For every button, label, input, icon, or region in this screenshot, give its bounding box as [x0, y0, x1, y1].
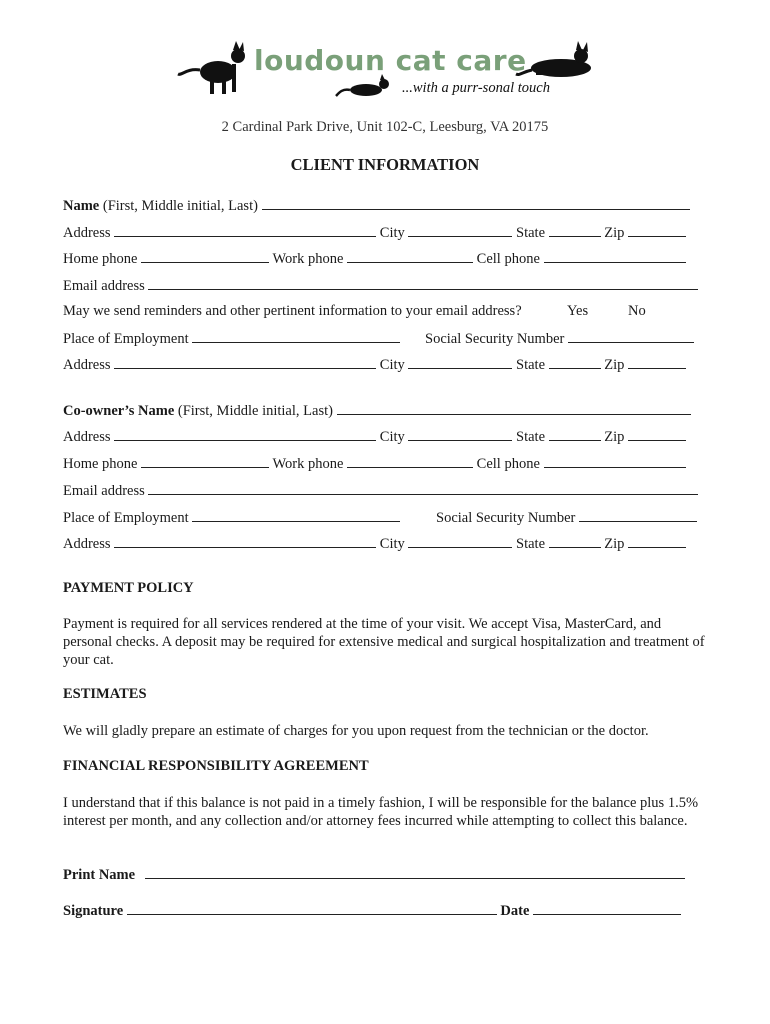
client-zip-label: Zip [604, 225, 625, 241]
client-city2-field[interactable] [408, 355, 512, 369]
print-name-label: Print Name [63, 867, 136, 883]
coowner-employment-row [63, 508, 400, 527]
coowner-address2-row [63, 534, 686, 553]
coowner-home-phone-label: Home phone [63, 456, 138, 472]
date-label: Date [500, 903, 530, 919]
clinic-address: 2 Cardinal Park Drive, Unit 102-C, Leesburg, VA 20175 [221, 119, 549, 135]
signature-field[interactable] [127, 901, 497, 915]
coowner-cell-phone-label: Cell phone [476, 456, 540, 472]
logo-tagline: ...with a purr-sonal touch [402, 80, 550, 96]
coowner-ssn-field[interactable] [579, 508, 697, 522]
client-address-field[interactable] [114, 223, 376, 237]
coowner-state-label: State [516, 429, 546, 445]
client-email-label: Email address [63, 278, 145, 294]
estimates-text: We will gladly prepare an estimate of charges for you upon request from the technician or the doctor. [63, 723, 649, 739]
coowner-employment-label: Place of Employment [63, 510, 189, 526]
coowner-city2-field[interactable] [408, 534, 512, 548]
client-cell-phone-label: Cell phone [476, 251, 540, 267]
client-employment-field[interactable] [192, 329, 400, 343]
client-address2-field[interactable] [114, 355, 376, 369]
coowner-zip2-field[interactable] [628, 534, 686, 548]
client-state2-field[interactable] [549, 355, 601, 369]
client-ssn-row [425, 329, 694, 348]
cat-silhouette-middle-icon [336, 74, 389, 96]
client-state2-label: State [516, 357, 546, 373]
client-reminder-question: May we send reminders and other pertinent information to your email address? [63, 303, 522, 319]
client-city-label: City [379, 225, 405, 241]
print-name-row [63, 865, 685, 884]
coowner-address2-label: Address [63, 536, 111, 552]
estimates-heading: ESTIMATES [63, 686, 147, 702]
client-work-phone-field[interactable] [347, 249, 473, 263]
coowner-name-row [63, 401, 691, 420]
client-ssn-field[interactable] [568, 329, 694, 343]
client-name-hint: (First, Middle initial, Last) [102, 198, 258, 214]
client-email-field[interactable] [148, 276, 698, 290]
coowner-name-field[interactable] [337, 401, 691, 415]
coowner-work-phone-field[interactable] [347, 454, 473, 468]
coowner-address-field[interactable] [114, 427, 376, 441]
print-name-field[interactable] [145, 865, 685, 879]
form-title: CLIENT INFORMATION [290, 155, 480, 174]
cat-silhouette-left-icon [178, 41, 245, 94]
client-employment-label: Place of Employment [63, 331, 189, 347]
signature-label: Signature [63, 903, 124, 919]
client-email-row [63, 276, 698, 295]
coowner-zip2-label: Zip [604, 536, 625, 552]
client-ssn-label: Social Security Number [425, 331, 565, 347]
payment-policy-heading: PAYMENT POLICY [63, 580, 194, 596]
coowner-city2-label: City [379, 536, 405, 552]
coowner-city-label: City [379, 429, 405, 445]
client-state-label: State [516, 225, 546, 241]
coowner-name-hint: (First, Middle initial, Last) [177, 403, 333, 419]
client-zip2-field[interactable] [628, 355, 686, 369]
coowner-state2-label: State [516, 536, 546, 552]
client-cell-phone-field[interactable] [544, 249, 686, 263]
client-name-label: Name [63, 198, 100, 214]
coowner-employment-field[interactable] [192, 508, 400, 522]
coowner-state2-field[interactable] [549, 534, 601, 548]
signature-row [63, 901, 681, 920]
client-employment-row [63, 329, 400, 348]
client-phone-row [63, 249, 686, 268]
date-field[interactable] [533, 901, 681, 915]
client-address-label: Address [63, 225, 111, 241]
coowner-state-field[interactable] [549, 427, 601, 441]
client-work-phone-label: Work phone [272, 251, 344, 267]
coowner-zip-field[interactable] [628, 427, 686, 441]
coowner-name-label: Co-owner’s Name [63, 403, 175, 419]
coowner-home-phone-field[interactable] [141, 454, 269, 468]
reminder-yes-option[interactable]: Yes [567, 303, 589, 319]
financial-agreement-text: I understand that if this balance is not paid in a timely fashion, I will be responsible for the balance plus 1.5% interest per month, and any collection and/or attorney fees incurred while attempting to collect this balance. [63, 795, 699, 829]
coowner-ssn-row [436, 508, 697, 527]
client-address-row [63, 223, 686, 242]
client-zip2-label: Zip [604, 357, 625, 373]
coowner-cell-phone-field[interactable] [544, 454, 686, 468]
client-city-field[interactable] [408, 223, 512, 237]
cat-silhouette-right-icon [516, 41, 591, 77]
reminder-no-option[interactable]: No [628, 303, 646, 319]
client-home-phone-field[interactable] [141, 249, 269, 263]
client-address2-label: Address [63, 357, 111, 373]
coowner-address2-field[interactable] [114, 534, 376, 548]
financial-agreement-heading: FINANCIAL RESPONSIBILITY AGREEMENT [63, 758, 369, 774]
coowner-phone-row [63, 454, 686, 473]
logo-wordmark: loudoun cat care [254, 44, 527, 77]
client-city2-label: City [379, 357, 405, 373]
coowner-address-label: Address [63, 429, 111, 445]
payment-policy-text: Payment is required for all services rendered at the time of your visit. We accept Visa, MasterCard, and personal checks. A deposit may be required for extensive medical and surgical hospitalization and treatment of your cat. [63, 616, 705, 668]
coowner-address-row [63, 427, 686, 446]
coowner-ssn-label: Social Security Number [436, 510, 576, 526]
client-state-field[interactable] [549, 223, 601, 237]
coowner-city-field[interactable] [408, 427, 512, 441]
coowner-work-phone-label: Work phone [272, 456, 344, 472]
coowner-email-row [63, 481, 698, 500]
coowner-email-field[interactable] [148, 481, 698, 495]
coowner-zip-label: Zip [604, 429, 625, 445]
client-home-phone-label: Home phone [63, 251, 138, 267]
client-name-field[interactable] [262, 196, 690, 210]
client-address2-row [63, 355, 686, 374]
client-name-row [63, 196, 690, 215]
coowner-email-label: Email address [63, 483, 145, 499]
client-zip-field[interactable] [628, 223, 686, 237]
